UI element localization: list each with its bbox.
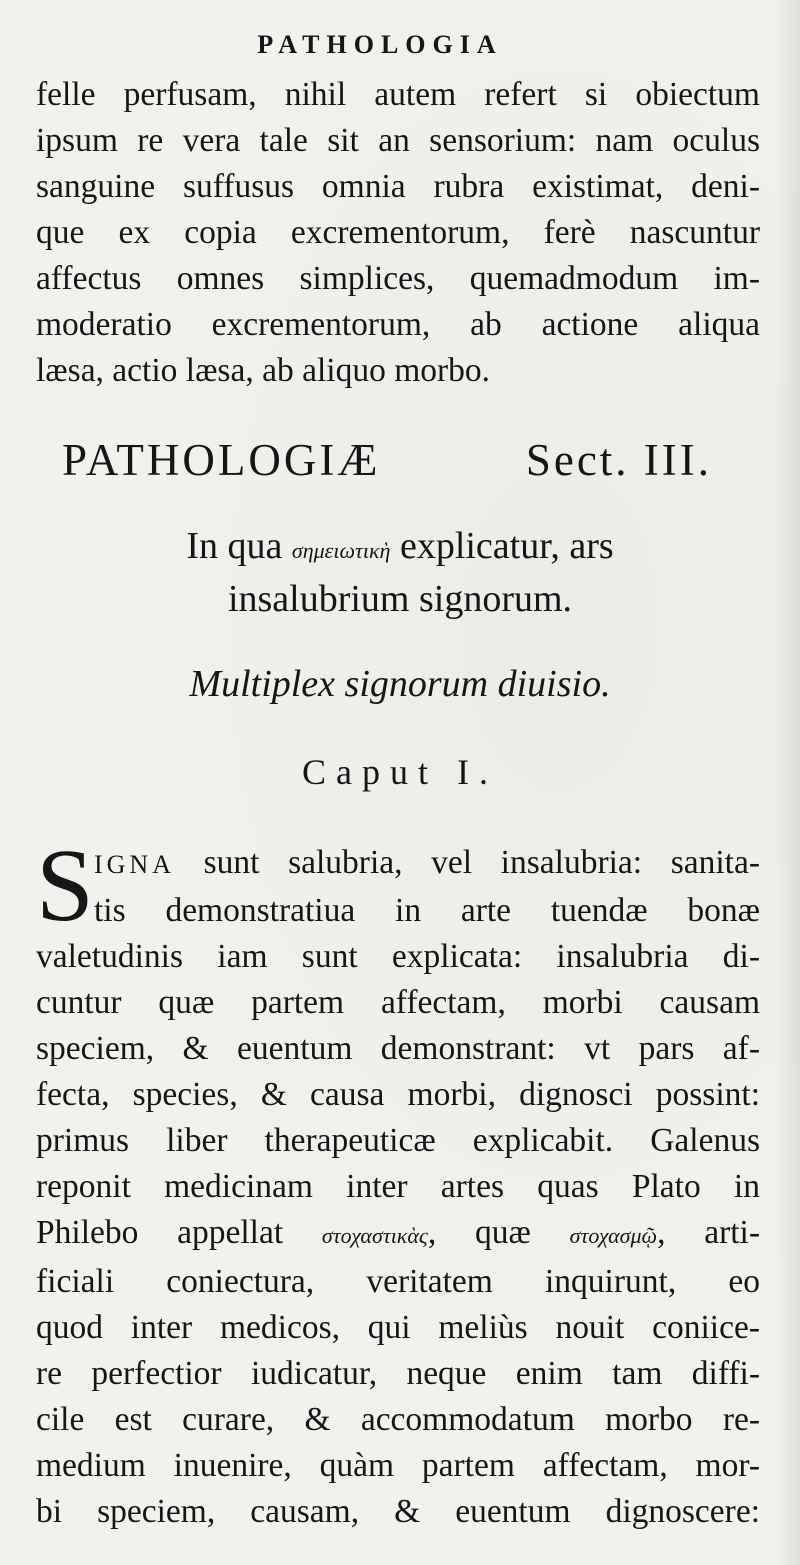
- intro-line: sanguine suffusus omnia rubra existimat, deni-: [36, 168, 760, 205]
- body-line-first-rest: sunt salubria, vel insalubria: sanita-: [203, 844, 760, 881]
- first-word-smallcaps: IGNA: [94, 850, 175, 879]
- drop-capital: S: [36, 828, 94, 943]
- caput-heading: Caput I.: [302, 752, 498, 792]
- intro-paragraph: [36, 72, 760, 394]
- philebo-mid: , quæ: [427, 1214, 531, 1251]
- body-paragraph: [36, 828, 760, 1535]
- page-edge-shadow: [774, 0, 800, 1565]
- subtitle-pre: In qua: [186, 525, 283, 567]
- philebo-post: , arti-: [657, 1214, 760, 1251]
- subtitle-line2: insalubrium signorum.: [227, 578, 573, 620]
- intro-line: læsa, actio læsa, ab aliquo morbo.: [36, 352, 491, 389]
- body-line-first: [94, 840, 760, 888]
- body-line: cuntur quæ partem affectam, morbi causam: [36, 984, 760, 1021]
- philebo-pre: Philebo appellat: [36, 1214, 284, 1251]
- body-line-philebo: [36, 1210, 760, 1259]
- body-line: primus liber therapeuticæ explicabit. Galenus: [36, 1122, 760, 1159]
- body-line: medium inuenire, quàm partem affectam, mor-: [36, 1447, 760, 1484]
- section-subtitle: [60, 522, 740, 623]
- section-number: Sect. III.: [525, 435, 712, 485]
- body-line: reponit medicinam inter artes quas Plato in: [36, 1168, 760, 1205]
- body-line: fecta, species, & causa morbi, dignosci possint:: [36, 1076, 760, 1113]
- body-line: bi speciem, causam, & euentum dignoscere:: [36, 1493, 760, 1530]
- body-line: ficiali coniectura, veritatem inquirunt, eo: [36, 1263, 760, 1300]
- body-line: cile est curare, & accommodatum morbo re-: [36, 1401, 760, 1438]
- intro-line: ipsum re vera tale sit an sensorium: nam oculus: [36, 122, 760, 159]
- body-line: valetudinis iam sunt explicata: insalubria di-: [36, 938, 760, 975]
- subtitle-greek-word: σημειωτικὴ: [291, 538, 391, 563]
- intro-line: moderatio excrementorum, ab actione aliqua: [36, 306, 760, 343]
- section-title: [62, 432, 712, 488]
- subtitle-post: explicatur, ars: [399, 525, 614, 567]
- body-line: speciem, & euentum demonstrant: vt pars af-: [36, 1030, 760, 1067]
- body-line: re perfectior iudicatur, neque enim tam diffi-: [36, 1355, 760, 1392]
- intro-line: que ex copia excrementorum, ferè nascuntur: [36, 214, 760, 251]
- body-line: tis demonstratiua in arte tuendæ bonæ: [94, 892, 760, 929]
- running-head: PATHOLOGIA: [257, 30, 503, 59]
- body-line: quod inter medicos, qui meliùs nouit coniice-: [36, 1309, 760, 1346]
- intro-line: affectus omnes simplices, quemadmodum im-: [36, 260, 760, 297]
- chapter-heading: Multiplex signorum diuisio.: [189, 663, 611, 705]
- greek-word-stochasmo: στοχασμῷ: [569, 1223, 658, 1248]
- greek-word-stochastikas: στοχαστικὰς: [321, 1223, 428, 1248]
- section-title-text: PATHOLOGIÆ: [62, 435, 381, 485]
- intro-line: felle perfusam, nihil autem refert si obiectum: [36, 76, 760, 113]
- dropcap-block: [36, 828, 760, 943]
